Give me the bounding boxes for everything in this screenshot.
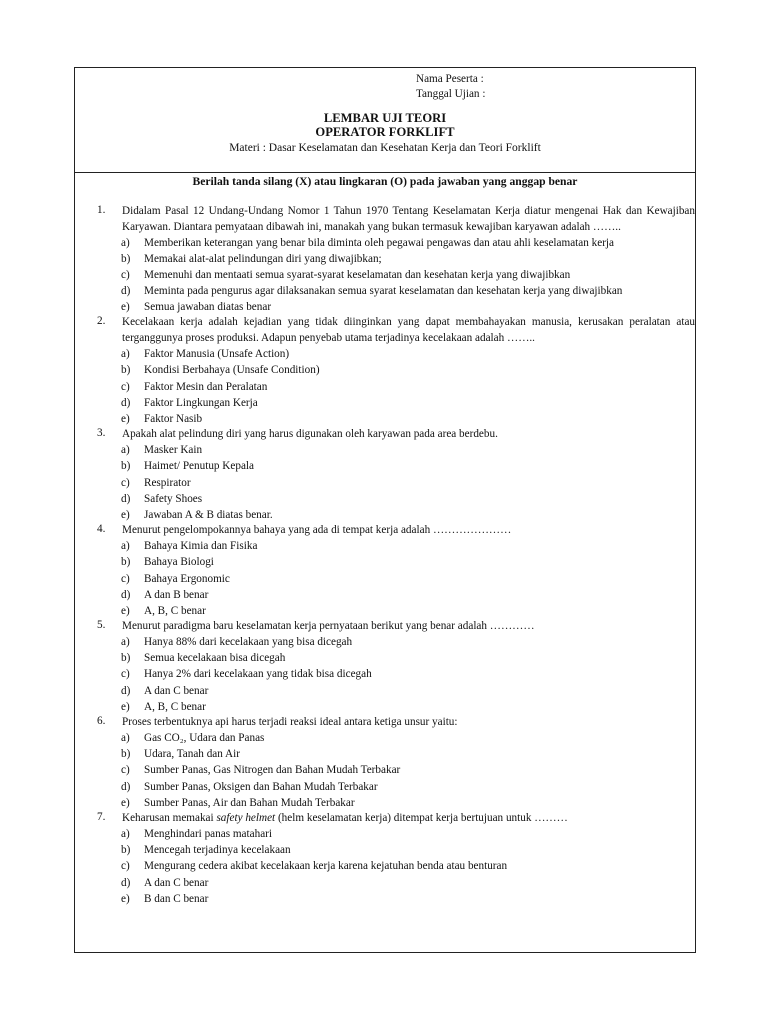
option-label: b) [121,460,131,473]
option-text: Semua kecelakaan bisa dicegah [144,652,286,665]
option-label: c) [121,668,130,681]
option-a[interactable] [97,235,695,251]
option-label: c) [121,572,130,585]
option-text: Memenuhi dan mentaati semua syarat-syarat keselamatan dan kesehatan kerja yang diwajibkan [144,269,571,282]
option-label: e) [121,892,130,905]
option-d[interactable] [97,587,695,603]
question-number: 5. [97,618,106,631]
option-e[interactable] [97,299,695,315]
option-text: Faktor Mesin dan Peralatan [144,380,268,393]
option-text: Faktor Manusia (Unsafe Action) [144,348,290,361]
option-text: Sumber Panas, Oksigen dan Bahan Mudah Terbakar [144,780,378,793]
option-label: d) [121,684,131,697]
option-label: e) [121,700,130,713]
option-d[interactable] [97,875,695,891]
option-b[interactable] [97,251,695,267]
question-text: Apakah alat pelindung diri yang harus digunakan oleh karyawan pada area berdebu. [122,427,498,440]
option-text: Semua jawaban diatas benar [144,301,272,314]
option-text: Memakai alat-alat pelindungan diri yang diwajibkan; [144,253,382,266]
option-label: b) [121,748,131,761]
option-label: a) [121,237,130,249]
question-6 [97,715,695,811]
exam-header [75,68,695,173]
option-label: a) [121,348,130,361]
option-a[interactable] [97,730,695,746]
option-text: A dan B benar [144,588,209,601]
question-text: Proses terbentuknya api harus terjadi reaksi ideal antara ketiga unsur yaitu: [122,715,458,728]
page-title: LEMBAR UJI TEORI [323,111,447,125]
option-text: Mengurang cedera akibat kecelakaan kerja karena kejatuhan benda atau benturan [144,860,508,873]
exam-sheet [74,67,696,953]
option-e[interactable] [97,603,695,619]
option-label: c) [121,269,130,282]
option-d[interactable] [97,491,695,507]
option-label: d) [121,876,131,889]
option-text: A dan C benar [144,876,209,889]
option-label: b) [121,844,131,857]
option-e[interactable] [97,507,695,523]
option-d[interactable] [97,395,695,411]
option-label: a) [121,636,130,649]
option-e[interactable] [97,795,695,811]
question-7 [97,811,695,907]
option-text: Bahaya Kimia dan Fisika [144,540,258,553]
option-label: a) [121,828,130,841]
option-c[interactable] [97,762,695,778]
question-5 [97,619,695,715]
option-text: Masker Kain [144,444,203,457]
option-text: Bahaya Biologi [144,556,214,569]
option-c[interactable] [97,666,695,682]
option-label: e) [121,508,130,521]
option-a[interactable] [97,826,695,842]
option-label: d) [121,588,131,601]
option-text: Faktor Lingkungan Kerja [144,396,258,409]
option-d[interactable] [97,683,695,699]
option-d[interactable] [97,283,695,299]
question-number: 1. [97,204,106,216]
tanggal-ujian-label: Tanggal Ujian : [416,88,486,100]
option-b[interactable] [97,842,695,858]
option-text: Faktor Nasib [144,412,203,425]
materi-line: Materi : Dasar Keselamatan dan Kesehatan Kerja dan Teori Forklift [229,142,541,154]
option-text: Udara, Tanah dan Air [144,748,240,761]
option-label: e) [121,796,130,809]
option-text: Hanya 2% dari kecelakaan yang tidak bisa dicegah [144,668,372,681]
question-number: 6. [97,714,106,727]
option-e[interactable] [97,411,695,427]
option-label: b) [121,556,131,569]
option-b[interactable] [97,458,695,474]
option-text: Respirator [144,476,191,489]
question-text-before: Keharusan memakai [122,811,217,824]
instruction: Berilah tanda silang (X) atau lingkaran (O) pada jawaban yang anggap benar [192,175,578,188]
option-text: Gas CO₂, Udara dan Panas [144,732,265,745]
option-b[interactable] [97,362,695,378]
nama-peserta-label: Nama Peserta : [416,73,484,85]
option-text: Kondisi Berbahaya (Unsafe Condition) [144,364,320,377]
option-b[interactable] [97,650,695,666]
question-list [97,204,695,907]
option-c[interactable] [97,475,695,491]
option-label: d) [121,285,131,298]
question-1 [97,204,695,315]
option-label: b) [121,253,131,266]
question-number: 3. [97,426,106,439]
question-text [122,811,695,827]
question-2 [97,315,695,426]
option-label: a) [121,540,130,553]
option-label: c) [121,860,130,873]
option-text: Mencegah terjadinya kecelakaan [144,844,291,857]
option-text: Safety Shoes [144,492,203,505]
option-label: d) [121,780,131,793]
question-text: Didalam Pasal 12 Undang-Undang Nomor 1 Tahun 1970 Tentang Keselamatan Kerja diatur mengenai Hak dan Kewajiban Karyawan. Diantara pemyataan dibawah ini, manakah yang bukan termasuk kewajiban karyawan adalah …….. [122,205,695,233]
option-label: b) [121,364,131,377]
option-a[interactable] [97,346,695,362]
question-3 [97,427,695,523]
question-text-after: (helm keselamatan kerja) ditempat kerja bertujuan untuk ……… [275,811,568,824]
option-c[interactable] [97,571,695,587]
option-text: A, B, C benar [144,604,206,617]
option-text: A dan C benar [144,684,209,697]
option-text: B dan C benar [144,892,209,905]
participant-info [416,72,485,102]
option-label: c) [121,380,130,393]
title-block [75,111,695,157]
option-text: Menghindari panas matahari [144,828,272,841]
option-text: A, B, C benar [144,700,206,713]
option-label: b) [121,652,131,665]
option-d[interactable] [97,779,695,795]
option-text: Hanya 88% dari kecelakaan yang bisa dicegah [144,636,353,649]
question-text: Menurut paradigma baru keselamatan kerja pernyataan berikut yang benar adalah ………… [122,619,535,632]
option-text: Memberikan keterangan yang benar bila diminta oleh pegawai pengawas dan atau ahli keselamatan kerja [144,237,614,249]
option-b[interactable] [97,746,695,762]
option-c[interactable] [97,379,695,395]
option-text: Bahaya Ergonomic [144,572,230,585]
option-e[interactable] [97,891,695,907]
option-text: Sumber Panas, Air dan Bahan Mudah Terbakar [144,796,355,809]
page-subtitle: OPERATOR FORKLIFT [315,125,455,139]
question-text-italic: safety helmet [216,811,276,824]
question-number: 2. [97,315,106,328]
question-text: Kecelakaan kerja adalah kejadian yang tidak diinginkan yang dapat membahayakan manusia, kerusakan peralatan atau terganggunya proses produksi. Adapun penyebab utama terjadinya kecelakaan adalah …….. [122,316,695,344]
option-c[interactable] [97,267,695,283]
option-a[interactable] [97,634,695,650]
option-label: a) [121,444,130,457]
option-label: e) [121,412,130,425]
option-a[interactable] [97,538,695,554]
option-label: d) [121,396,131,409]
option-e[interactable] [97,699,695,715]
option-text: Haimet/ Penutup Kepala [144,460,254,473]
option-c[interactable] [97,858,695,874]
option-text: Jawaban A & B diatas benar. [144,508,273,521]
question-4 [97,523,695,619]
option-label: d) [121,492,131,505]
option-label: e) [121,301,130,314]
question-number: 4. [97,522,106,535]
option-b[interactable] [97,554,695,570]
option-text: Meminta pada pengurus agar dilaksanakan semua syarat keselamatan dan kesehatan kerja yang diwajibkan [144,285,623,298]
question-text: Menurut pengelompokannya bahaya yang ada di tempat kerja adalah ………………… [122,523,512,536]
question-number: 7. [97,810,106,823]
option-text: Sumber Panas, Gas Nitrogen dan Bahan Mudah Terbakar [144,764,401,777]
option-a[interactable] [97,442,695,458]
option-label: c) [121,476,130,489]
option-label: c) [121,764,130,777]
option-label: e) [121,604,130,617]
option-label: a) [121,732,130,745]
